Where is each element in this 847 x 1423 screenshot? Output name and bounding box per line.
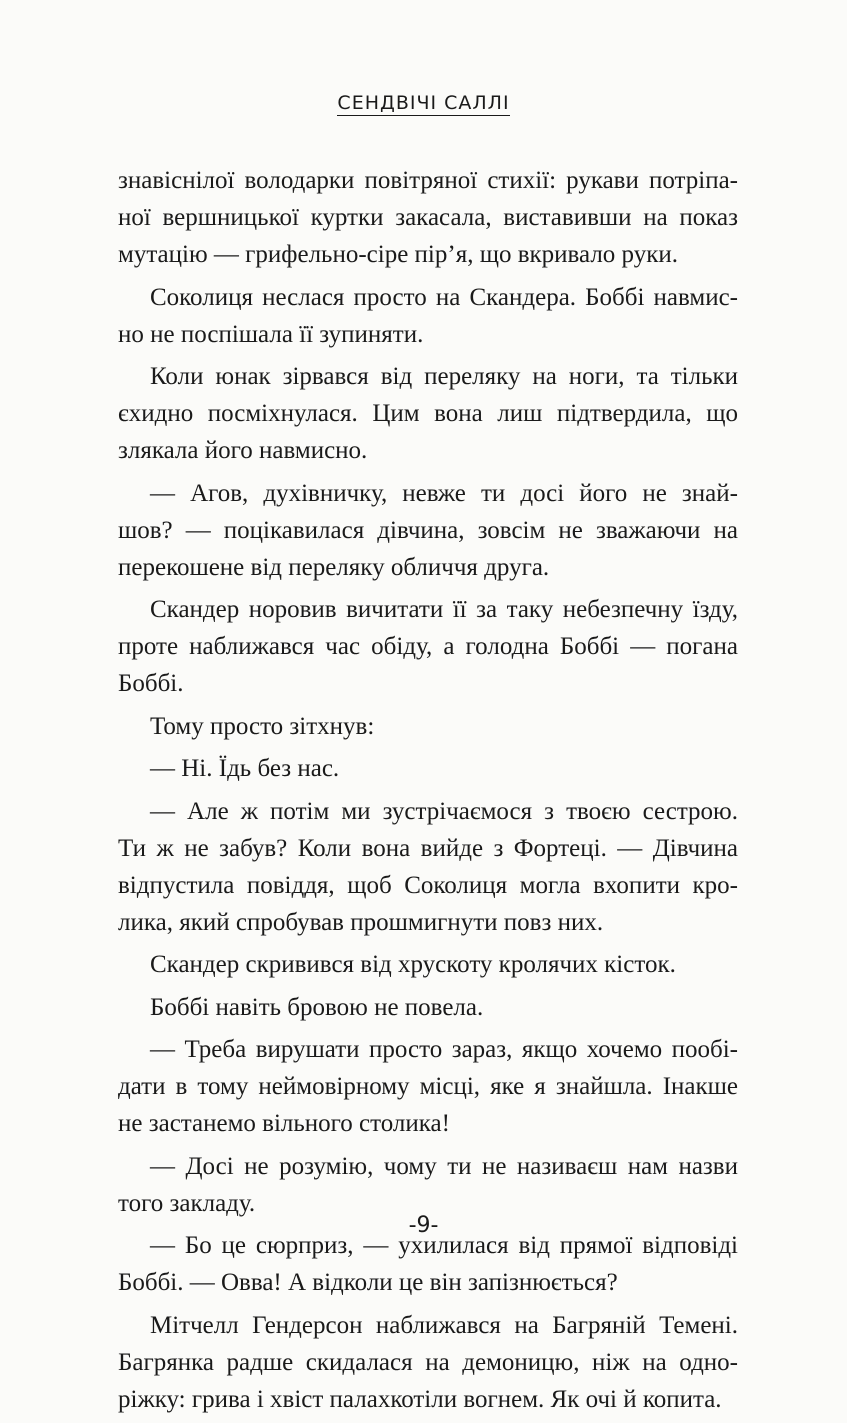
paragraph [118,279,738,353]
text-line: відпустила повіддя, щоб Соколиця могла вхопити кро- [118,871,738,899]
running-head [0,92,847,116]
text-line: — Досі не розумію, чому ти не називаєш нам назви [150,1152,738,1180]
text-line: дати в тому неймовірному місці, яке я знайшла. Інакше [118,1073,738,1100]
text-line: ріжку: грива і хвіст палахкотіли вогнем. Як очі й копита. [118,1385,722,1413]
text-line: Багрянка радше скидалася на демоницю, ніж на одно- [118,1348,738,1376]
text-line: Боббі навіть бровою не повела. [150,993,484,1021]
paragraph [118,750,738,787]
text-line: лика, який спробував прошмигнути повз них. [118,908,604,936]
paragraph [118,989,738,1026]
text-line: — Агов, духівничку, невже ти досі його не знай- [150,479,738,507]
paragraph [118,358,738,469]
text-line: — Бо це сюрприз, — ухилилася від прямої відповіді [150,1232,738,1259]
text-line: проте наближався час обіду, а голодна Боббі — погана [118,633,738,660]
paragraph [118,1227,738,1301]
paragraph [118,1148,738,1222]
text-line: Ти ж не забув? Коли вона вийде з Фортеці. — Дівчина [118,834,738,862]
text-line: злякала його навмисно. [118,437,368,464]
text-line: Боббі. — Овва! А відколи це він запізнюється? [118,1269,618,1296]
paragraph [118,1307,738,1418]
text-line: ної вершницької куртки закасала, виставивши на показ [118,204,738,231]
text-line: — Треба вирушати просто зараз, якщо хочемо пообі- [150,1036,738,1063]
text-line: Коли юнак зірвався від переляку на ноги, та тільки [150,363,738,390]
page-number: -9- [408,1213,439,1238]
text-line: перекошене від переляку обличчя друга. [118,553,550,581]
text-line: — Ні. Їдь без нас. [150,755,340,782]
paragraph [118,708,738,745]
text-line: не застанемо вільного столика! [118,1110,450,1137]
text-line: знавіснілої володарки повітряної стихії: рукави потріпа- [118,167,738,194]
text-line: Скандер норовив вичитати її за таку небезпечну їзду, [150,596,738,623]
paragraph [118,793,738,941]
paragraph [118,946,738,983]
text-line: шов? — поцікавилася дівчина, зовсім не зважаючи на [118,516,738,544]
text-line: єхидно посміхнулася. Цим вона лиш підтвердила, що [118,400,738,427]
paragraph [118,1031,738,1142]
running-head-title: СЕНДВІЧІ САЛЛІ [337,92,510,114]
text-line: Боббі. [118,670,184,697]
text-line: Тому просто зітхнув: [150,712,375,740]
paragraph [118,162,738,273]
text-line: Мітчелл Гендерсон наближався на Багряній Темені. [150,1311,738,1339]
text-line: — Але ж потім ми зустрічаємося з твоєю сестрою. [150,797,738,825]
text-line: Скандер скривився від хрускоту кролячих кісток. [150,951,676,978]
text-line: мутацію — грифельно-сіре пір’я, що вкривало руки. [118,241,678,268]
text-line: того закладу. [118,1189,256,1217]
text-line: но не поспішала її зупиняти. [118,320,424,348]
paragraph [118,591,738,702]
paragraph [118,475,738,586]
text-line: Соколиця неслася просто на Скандера. Боббі навмис- [150,283,738,311]
